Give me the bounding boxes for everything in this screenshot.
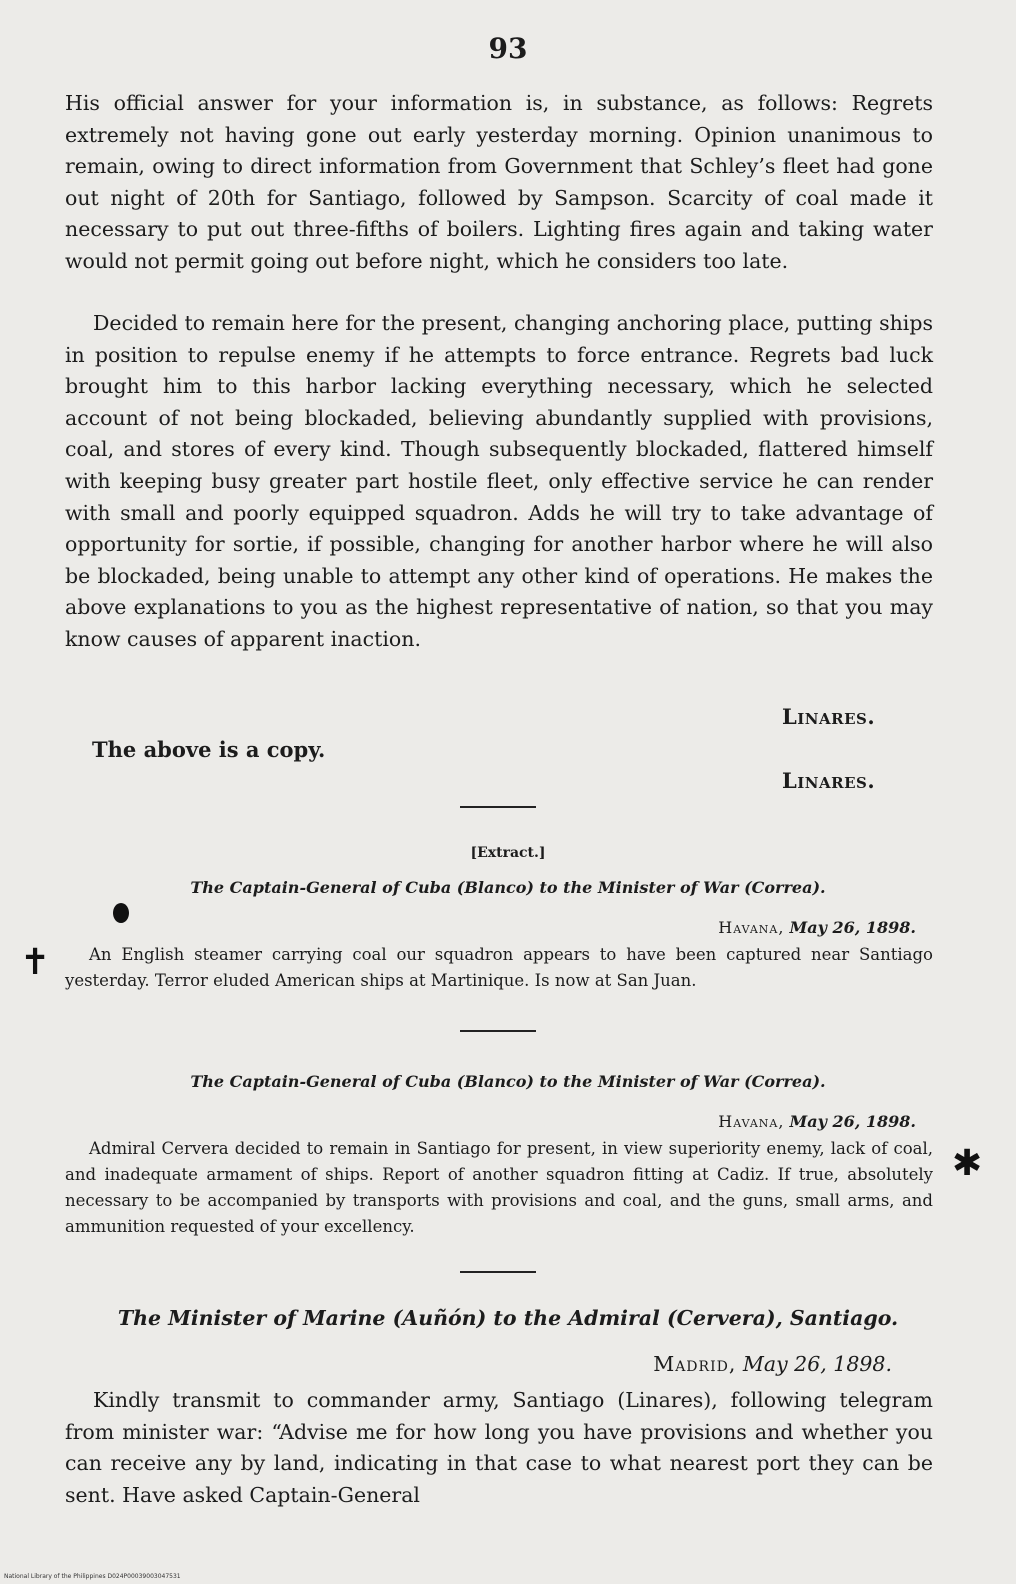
margin-cross-mark: ✝	[20, 942, 51, 983]
telegram3-place: Madrid,	[653, 1352, 737, 1376]
ink-blot-mark	[113, 903, 129, 923]
paragraph-official-answer: His official answer for your information is, in substance, as follows: Regrets extremely not having gone out early yesterday morning. Opinion unanimous to remain, owing to direct information from Government that Schley’s fleet had gone out night of 20th for Santiago, followed by Sampson. Scarcity of coal made it necessary to put out three-fifths of boilers. Lighting fires again and taking water would not permit going out before night, which he considers too late.	[65, 91, 933, 273]
telegram1-body: An English steamer carrying coal our squadron appears to have been captured near Santiago yesterday. Terror eluded American ships at Martinique. Is now at San Juan.	[65, 945, 933, 990]
telegram1-place: Havana,	[718, 918, 785, 937]
section-divider	[460, 806, 536, 808]
signature-linares-2: Linares.	[782, 768, 876, 793]
telegram2-heading: The Captain-General of Cuba (Blanco) to the Minister of War (Correa).	[190, 1072, 826, 1091]
telegram1-date: May 26, 1898.	[789, 918, 916, 937]
paragraph-decided-to-remain: Decided to remain here for the present, changing anchoring place, putting ships in position to repulse enemy if he attempts to force entrance. Regrets bad luck brought him to this harbor lacking everything necessary, which he selected account of not being blockaded, believing abundantly supplied with provisions, coal, and stores of every kind. Though subsequently blockaded, flattered himself with keeping busy greater part hostile fleet, only effective service he can render with small and poorly equipped squadron. Adds he will try to take advantage of opportunity for sortie, if possible, changing for another harbor where he will also be blockaded, being unable to attempt any other kind of operations. He makes the above explanations to you as the highest representative of nation, so that you may know causes of apparent inaction.	[65, 311, 933, 651]
section-divider	[460, 1271, 536, 1273]
signature-linares-1: Linares.	[782, 704, 876, 729]
extract-label: [Extract.]	[470, 845, 546, 861]
margin-asterisk-mark: ✱	[952, 1143, 983, 1184]
page-number: 93	[488, 32, 528, 65]
telegram2-date: May 26, 1898.	[789, 1112, 916, 1131]
section-divider	[460, 1030, 536, 1032]
telegram2-place: Havana,	[718, 1112, 785, 1131]
telegram1-heading: The Captain-General of Cuba (Blanco) to the Minister of War (Correa).	[190, 878, 826, 897]
telegram3-dateline	[653, 1352, 892, 1376]
library-footer: National Library of the Philippines D024P00039003047531	[4, 1573, 181, 1580]
telegram2-dateline	[718, 1112, 916, 1131]
copy-note: The above is a copy.	[92, 737, 326, 762]
telegram1-dateline	[718, 918, 916, 937]
telegram3-body: Kindly transmit to commander army, Santiago (Linares), following telegram from minister war: “Advise me for how long you have provisions and whether you can receive any by land, indicating in that case to what nearest port they can be sent. Have asked Captain-General	[65, 1388, 933, 1507]
telegram3-date: May 26, 1898.	[742, 1352, 892, 1376]
telegram3-heading: The Minister of Marine (Auñón) to the Admiral (Cervera), Santiago.	[117, 1306, 899, 1330]
telegram2-body: Admiral Cervera decided to remain in Santiago for present, in view superiority enemy, lack of coal, and inadequate armament of ships. Report of another squadron fitting at Cadiz. If true, absolutely necessary to be accompanied by transports with provisions and coal, and the guns, small arms, and ammunition requested of your excellency.	[65, 1139, 933, 1236]
